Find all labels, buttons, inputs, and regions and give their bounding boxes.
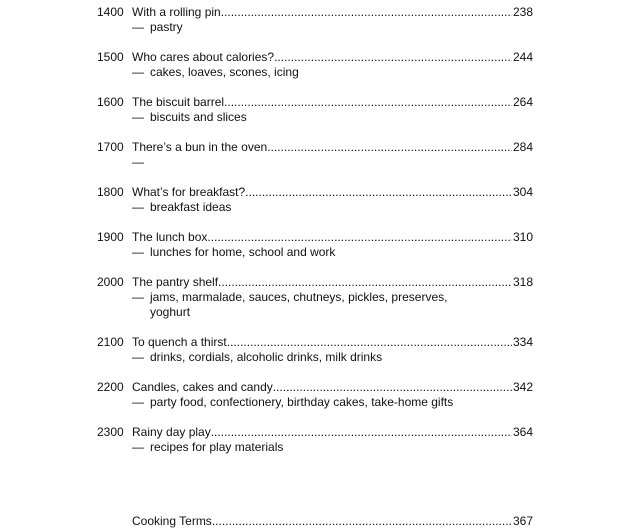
section-description	[132, 395, 492, 410]
section-number: 2200	[97, 380, 124, 394]
section-description	[132, 65, 492, 80]
entry-line	[132, 230, 533, 245]
page-number: 364	[512, 425, 533, 439]
description-text: party food, confectionery, birthday cakes, take-home gifts	[150, 395, 454, 409]
entry-line	[132, 185, 533, 200]
em-dash: —	[132, 395, 144, 409]
page-number: 318	[512, 275, 533, 289]
section-title: With a rolling pin	[132, 5, 221, 19]
section-title: Candles, cakes and candy	[132, 380, 273, 394]
section-description	[132, 350, 492, 365]
section-number: 2300	[97, 425, 124, 439]
em-dash: —	[132, 200, 144, 214]
page-number: 304	[512, 185, 533, 199]
section-description	[132, 290, 492, 305]
entry-line	[132, 50, 533, 65]
dot-leader	[207, 230, 512, 245]
dot-leader	[227, 335, 512, 350]
em-dash: —	[132, 290, 144, 304]
entry-line	[132, 425, 533, 440]
dot-leader	[218, 275, 512, 290]
description-text: biscuits and slices	[150, 110, 247, 124]
page-number: 284	[512, 140, 533, 154]
description-text: pastry	[150, 20, 183, 34]
description-text: recipes for play materials	[150, 440, 284, 454]
em-dash: —	[132, 440, 144, 454]
section-title: Who cares about calories?	[132, 50, 275, 64]
section-number: 1800	[97, 185, 124, 199]
toc-entry-cut-off	[0, 514, 640, 528]
section-description	[132, 245, 492, 260]
section-title: To quench a thirst	[132, 335, 227, 349]
section-description	[132, 20, 492, 35]
em-dash: —	[132, 155, 144, 169]
entry-line	[132, 335, 533, 350]
section-description-continued: yoghurt	[150, 305, 191, 319]
section-number: 1400	[97, 5, 124, 19]
section-description	[132, 110, 492, 125]
section-number: 1500	[97, 50, 124, 64]
dot-leader	[245, 185, 512, 200]
em-dash: —	[132, 20, 144, 34]
section-title: The biscuit barrel	[132, 95, 225, 109]
section-description	[132, 200, 492, 215]
dot-leader	[273, 380, 512, 395]
em-dash: —	[132, 65, 144, 79]
section-number: 2100	[97, 335, 124, 349]
section-title: What’s for breakfast?	[132, 185, 246, 199]
dot-leader	[212, 514, 512, 529]
page-number: 334	[512, 335, 533, 349]
description-text: drinks, cordials, alcoholic drinks, milk drinks	[150, 350, 383, 364]
dot-leader	[267, 140, 512, 155]
em-dash: —	[132, 350, 144, 364]
description-text: cakes, loaves, scones, icing	[150, 65, 299, 79]
page-number: 310	[512, 230, 533, 244]
section-number: 1700	[97, 140, 124, 154]
page-number: 367	[512, 514, 533, 528]
description-text: breakfast ideas	[150, 200, 232, 214]
dot-leader	[211, 425, 512, 440]
description-text: jams, marmalade, sauces, chutneys, pickles, preserves,	[150, 290, 448, 304]
section-title: Cooking Terms	[132, 514, 212, 528]
em-dash: —	[132, 110, 144, 124]
page-number: 238	[512, 5, 533, 19]
section-number: 2000	[97, 275, 124, 289]
section-title: Rainy day play	[132, 425, 211, 439]
entry-line	[132, 275, 533, 290]
entry-line	[132, 514, 533, 529]
page-number: 264	[512, 95, 533, 109]
dot-leader	[274, 50, 512, 65]
section-description	[132, 155, 492, 170]
entry-line	[132, 5, 533, 20]
section-title: The pantry shelf	[132, 275, 219, 289]
section-number: 1900	[97, 230, 124, 244]
section-title: The lunch box	[132, 230, 208, 244]
em-dash: —	[132, 245, 144, 259]
page-number: 244	[512, 50, 533, 64]
section-title: There’s a bun in the oven	[132, 140, 268, 154]
entry-line	[132, 95, 533, 110]
dot-leader	[224, 95, 512, 110]
entry-line	[132, 380, 533, 395]
entry-line	[132, 140, 533, 155]
page-number: 342	[512, 380, 533, 394]
description-text: lunches for home, school and work	[150, 245, 336, 259]
section-number: 1600	[97, 95, 124, 109]
dot-leader	[221, 5, 512, 20]
section-description	[132, 440, 492, 455]
